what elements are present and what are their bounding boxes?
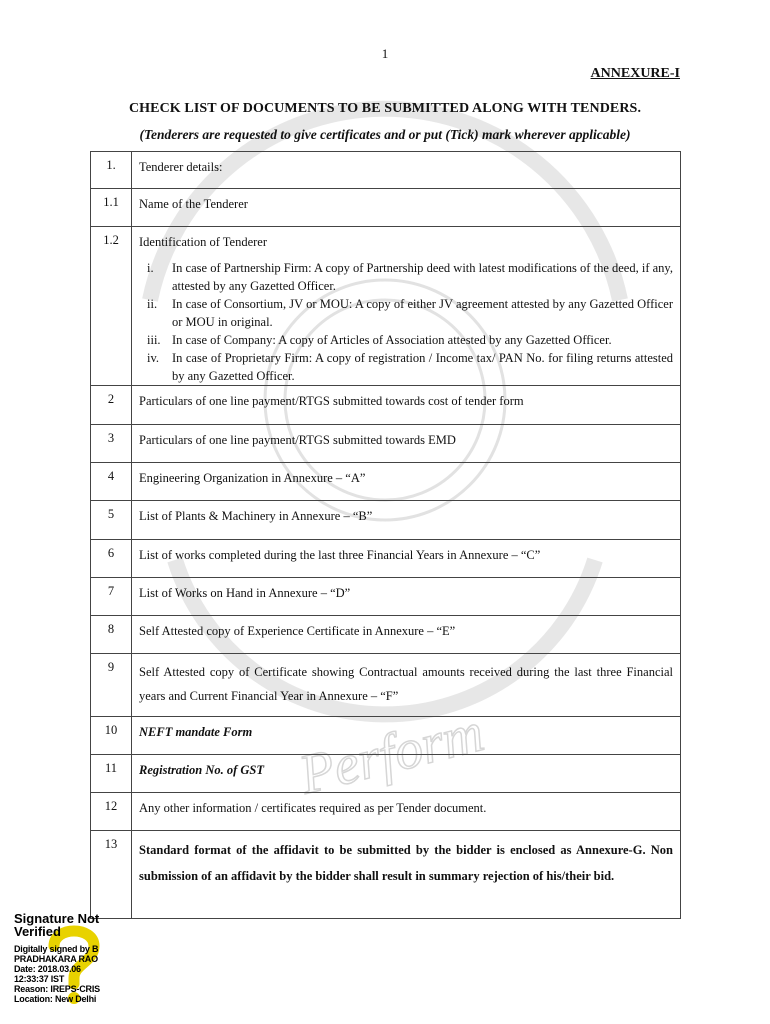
subitem-text: In case of Consortium, JV or MOU: A copy of either JV agreement attested by any Gazetted Officer or MOU in original. bbox=[172, 297, 673, 329]
row-description: Name of the Tenderer bbox=[139, 197, 248, 211]
row-number: 1.1 bbox=[91, 189, 132, 227]
row-number: 13 bbox=[91, 831, 132, 919]
document-subheading: (Tenderers are requested to give certificates and or put (Tick) mark wherever applicable) bbox=[139, 127, 631, 142]
table-row bbox=[91, 616, 681, 654]
row-description: Particulars of one line payment/RTGS submitted towards EMD bbox=[139, 433, 456, 447]
row-number: 1.2 bbox=[91, 227, 132, 386]
table-row bbox=[91, 578, 681, 616]
signature-line: 12:33:37 IST bbox=[14, 974, 65, 984]
row-number: 3 bbox=[91, 425, 132, 463]
row-number: 6 bbox=[91, 540, 132, 578]
row-description: Identification of Tenderer bbox=[139, 235, 268, 249]
row-description: NEFT mandate Form bbox=[139, 725, 253, 739]
subitem-numeral: iii. bbox=[147, 333, 161, 347]
row-description: List of Plants & Machinery in Annexure – “B” bbox=[139, 509, 373, 523]
row-description: Engineering Organization in Annexure – “A” bbox=[139, 471, 366, 485]
subitem-numeral: ii. bbox=[147, 297, 158, 311]
list-item bbox=[147, 331, 673, 349]
row-number: 9 bbox=[91, 654, 132, 717]
table-row bbox=[91, 755, 681, 793]
table-row bbox=[91, 152, 681, 189]
subitem-text: In case of Company: A copy of Articles of Association attested by any Gazetted Officer. bbox=[172, 333, 612, 347]
table-row bbox=[91, 717, 681, 755]
table-row bbox=[91, 501, 681, 540]
page-number: 1 bbox=[381, 46, 389, 61]
row-number: 11 bbox=[91, 755, 132, 793]
subitem-numeral: i. bbox=[147, 261, 154, 275]
table-row bbox=[91, 831, 681, 919]
row-number: 2 bbox=[91, 386, 132, 425]
row-description: Tenderer details: bbox=[139, 160, 223, 174]
checklist-table bbox=[90, 151, 681, 919]
signature-line: Digitally signed by B bbox=[14, 944, 99, 954]
row-description: Any other information / certificates required as per Tender document. bbox=[139, 801, 487, 815]
row-number: 5 bbox=[91, 501, 132, 540]
signature-line: Reason: IREPS-CRIS bbox=[14, 984, 100, 994]
table-row bbox=[91, 463, 681, 501]
table-row bbox=[91, 425, 681, 463]
row-number: 1. bbox=[91, 152, 132, 189]
signature-status: Signature Not Verified bbox=[14, 911, 100, 939]
list-item bbox=[147, 295, 673, 331]
row-description: Standard format of the affidavit to be submitted by the bidder is enclosed as Annexure-G. Non submission of an affidavit by the bidder shall result in summary rejection of his/their bid. bbox=[139, 843, 673, 883]
digital-signature-stamp bbox=[14, 912, 144, 1004]
row-number: 12 bbox=[91, 793, 132, 831]
watermark-text: Perform bbox=[293, 701, 490, 807]
table-row bbox=[91, 540, 681, 578]
row-description: Self Attested copy of Certificate showing Contractual amounts received during the last three Financial years and Current Financial Year in Annexure – “F” bbox=[139, 665, 673, 703]
document-heading: CHECK LIST OF DOCUMENTS TO BE SUBMITTED ALONG WITH TENDERS. bbox=[128, 101, 642, 116]
identification-subitems bbox=[139, 259, 673, 385]
list-item bbox=[147, 349, 673, 385]
row-description: List of works completed during the last three Financial Years in Annexure – “C” bbox=[139, 548, 541, 562]
signature-line: Location: New Delhi bbox=[14, 994, 97, 1004]
row-description: Particulars of one line payment/RTGS submitted towards cost of tender form bbox=[139, 394, 524, 408]
table-row bbox=[91, 793, 681, 831]
row-description: List of Works on Hand in Annexure – “D” bbox=[139, 586, 351, 600]
annexure-title: ANNEXURE-I bbox=[590, 66, 680, 81]
table-row bbox=[91, 227, 681, 386]
subitem-numeral: iv. bbox=[147, 351, 160, 365]
subitem-text: In case of Partnership Firm: A copy of Partnership deed with latest modifications of the deed, if any, attested by any Gazetted Officer. bbox=[172, 261, 673, 293]
table-row bbox=[91, 386, 681, 425]
list-item bbox=[147, 259, 673, 295]
row-description: Self Attested copy of Experience Certificate in Annexure – “E” bbox=[139, 624, 456, 638]
signature-line: Date: 2018.03.06 bbox=[14, 964, 81, 974]
row-number: 4 bbox=[91, 463, 132, 501]
signature-line: PRADHAKARA RAO bbox=[14, 954, 98, 964]
row-number: 10 bbox=[91, 717, 132, 755]
table-row bbox=[91, 654, 681, 717]
row-number: 7 bbox=[91, 578, 132, 616]
row-description: Registration No. of GST bbox=[139, 763, 265, 777]
table-row bbox=[91, 189, 681, 227]
row-number: 8 bbox=[91, 616, 132, 654]
subitem-text: In case of Proprietary Firm: A copy of registration / Income tax/ PAN No. for filing returns attested by any Gazetted Officer. bbox=[172, 351, 673, 383]
